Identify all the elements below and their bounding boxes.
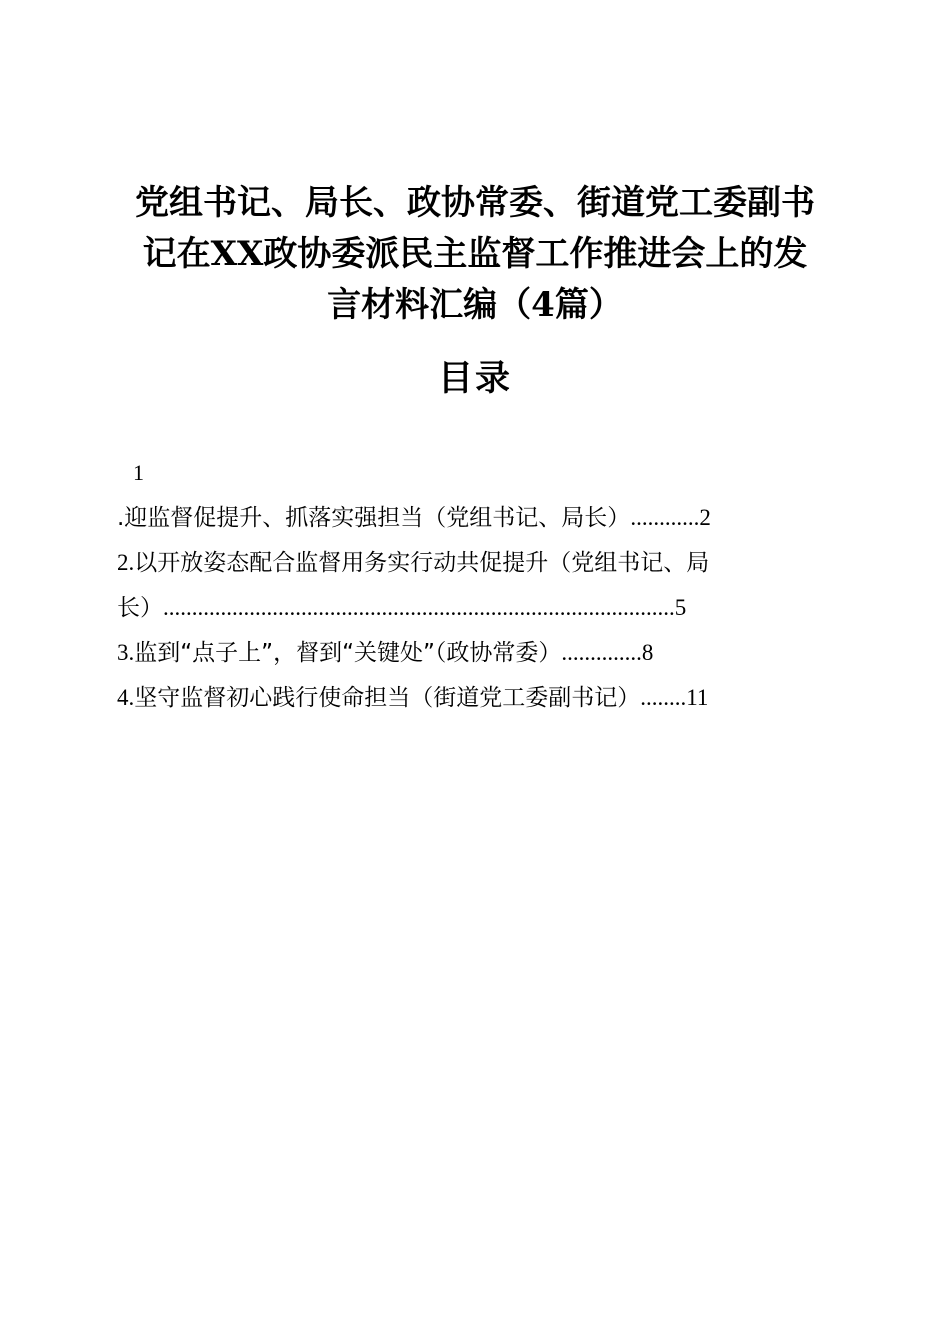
toc-item-1[interactable] (117, 503, 711, 533)
title-line-2: 记在XX政协委派民主监督工作推进会上的发 (142, 234, 808, 274)
toc-item-4-number: 4. (117, 685, 135, 710)
toc-item-1-text: .迎监督促提升、抓落实强担当（党组书记、局长） (117, 505, 631, 531)
toc-item-4-leader: ........ (640, 685, 687, 710)
toc-item-3-page: 8 (641, 640, 654, 665)
toc-item-2-leader: ......................................................................................... (163, 595, 675, 620)
toc-item-4-text: 坚守监督初心践行使命担当（街道党工委副书记） (134, 685, 641, 711)
toc-item-3-number: 3. (117, 640, 135, 665)
title-line-3: 言材料汇编（4篇） (327, 285, 623, 325)
toc-item-1-leader: ............ (630, 505, 700, 530)
toc-item-1-page: 2 (699, 505, 711, 530)
toc-item-1-number: 1 (133, 460, 144, 485)
title-line-1: 党组书记、局长、政协常委、街道党工委副书 (135, 183, 815, 223)
toc-item-3[interactable] (117, 638, 653, 668)
toc-item-4-page: 11 (686, 685, 709, 710)
toc-item-4[interactable] (117, 683, 708, 713)
document-title (110, 178, 840, 331)
toc-item-2-continuation[interactable] (117, 593, 686, 623)
toc-item-3-text: 监到“点子上”，督到“关键处”（政协常委） (134, 640, 562, 666)
toc-item-2[interactable] (117, 548, 709, 578)
toc-heading: 目录 (437, 358, 512, 399)
toc-item-2-number: 2. (117, 550, 135, 575)
toc-item-2-text-line-2: 长） (117, 595, 163, 621)
toc-item-3-leader: .............. (561, 640, 642, 665)
toc-item-2-text-line-1: 以开放姿态配合监督用务实行动共促提升（党组书记、局 (134, 550, 710, 576)
toc-item-2-page: 5 (674, 595, 687, 620)
